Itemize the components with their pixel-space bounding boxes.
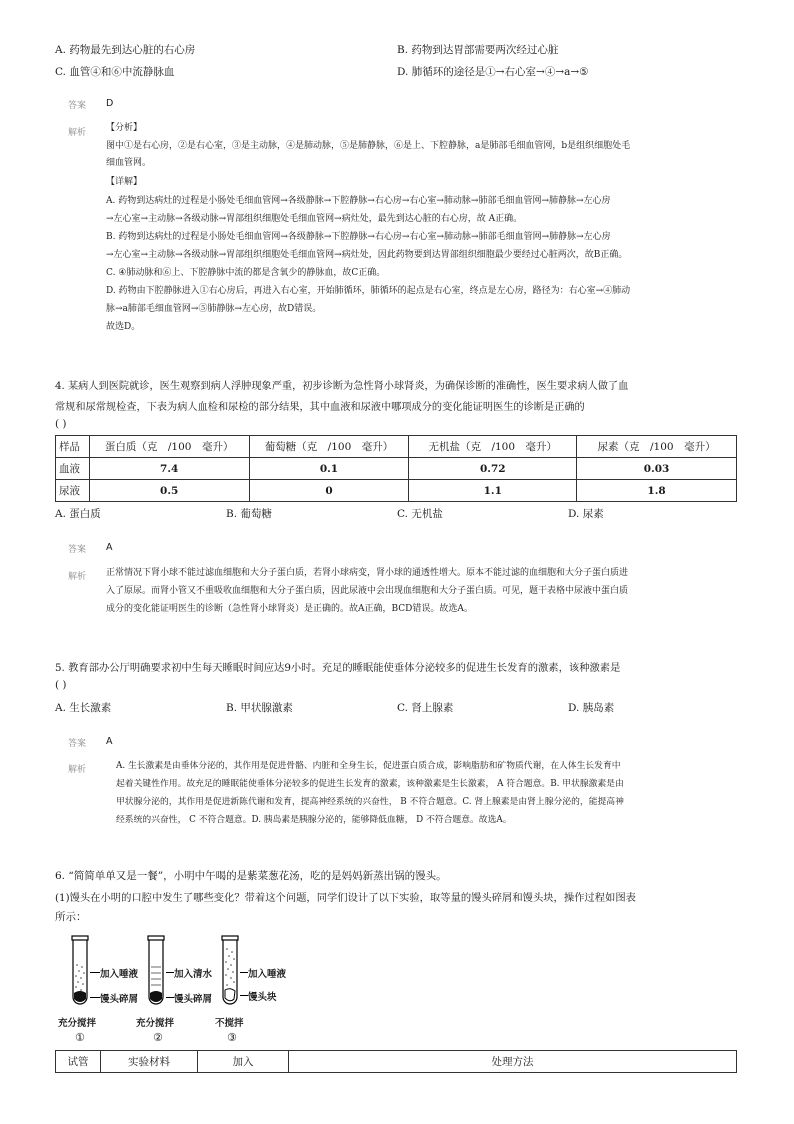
q5-option-d: D. 胰岛素 xyxy=(568,702,615,714)
pointer-line xyxy=(240,972,248,973)
q3-detail-line: →左心室→主动脉→各级动脉→胃部组织细胞处毛细血管网→病灶处，最先到达心脏的右心房，故 A正确。 xyxy=(106,214,523,224)
q5-option-a: A. 生长激素 xyxy=(55,702,112,714)
q4-answer-label: 答案 xyxy=(68,545,87,555)
tube-2-treatment: 充分搅拌 xyxy=(136,1018,175,1029)
table-cell: 1.1 xyxy=(409,480,577,502)
q3-analysis-line: 细血管网。 xyxy=(106,158,152,168)
tube-3-number: ③ xyxy=(227,1031,237,1044)
q3-detail-line: C. ④肺动脉和⑥上、下腔静脉中流的都是含氧少的静脉血，故C正确。 xyxy=(106,268,386,278)
q4-option-c: C. 无机盐 xyxy=(397,508,443,520)
tube-2-material-label: 馒头碎屑 xyxy=(174,994,213,1005)
q3-detail-line: →左心室→主动脉→各级动脉→胃部组织细胞处毛细血管网→病灶处，因此药物要到达胃部组织细胞最少要经过心脏两次，故B正确。 xyxy=(106,250,628,260)
table-cell: 血液 xyxy=(56,458,90,480)
q5-explain-line: 甲状腺分泌的，其作用是促进新陈代谢和发育，提高神经系统的兴奋性， B 不符合题意。C. 肾上腺素是由肾上腺分泌的，能提高神 xyxy=(116,797,624,807)
q3-answer-label: 答案 xyxy=(68,101,87,111)
tube-2-number: ② xyxy=(153,1031,163,1044)
q5-explain-line: 起着关键性作用。故充足的睡眠能使垂体分泌较多的促进生长发育的激素，该种激素是生长激素， A 符合题意。B. 甲状腺激素是由 xyxy=(116,779,624,789)
table-header-cell: 实验材料 xyxy=(101,1051,198,1073)
table-cell: 0.1 xyxy=(249,458,409,480)
tube-1-treatment: 充分搅拌 xyxy=(58,1018,97,1029)
pointer-line xyxy=(240,995,248,996)
table-header-row xyxy=(56,1051,737,1073)
q4-explain-line: 正常情况下肾小球不能过滤血细胞和大分子蛋白质，若肾小球病变，肾小球的通透性增大。原本不能过滤的血细胞和大分子蛋白质进 xyxy=(106,568,629,578)
table-header-cell: 试管 xyxy=(56,1051,101,1073)
q6-sub1-line: 所示： xyxy=(55,911,87,923)
q6-stem: 6. “简简单单又是一餐”，小明中午喝的是紫菜葱花汤，吃的是妈妈新蒸出锅的馒头。 xyxy=(55,870,447,882)
table-header-cell: 蛋白质（克 /100 毫升） xyxy=(89,436,249,458)
q5-explain-label: 解析 xyxy=(68,765,87,775)
table-row xyxy=(56,480,737,502)
q3-analysis-line: 图中①是右心房，②是右心室，③是主动脉，④是肺动脉，⑤是肺静脉，⑥是上、下腔静脉，a是肺部毛细血管网，b是组织细胞处毛 xyxy=(106,141,631,151)
q3-detail-line: B. 药物到达病灶的过程是小肠处毛细血管网→各级静脉→下腔静脉→右心房→右心室→肺动脉→肺部毛细血管网→肺静脉→左心房 xyxy=(106,232,611,242)
table-header-cell: 无机盐（克 /100 毫升） xyxy=(409,436,577,458)
tube-1-material-label: 馒头碎屑 xyxy=(100,994,139,1005)
q6-sub1-line: (1)馒头在小明的口腔中发生了哪些变化？带着这个问题，同学们设计了以下实验，取等量的馒头碎屑和馒头块，操作过程如图表 xyxy=(55,892,636,904)
tube-3-add-label: 加入唾液 xyxy=(248,969,287,980)
q4-option-a: A. 蛋白质 xyxy=(55,508,101,520)
table-cell: 1.8 xyxy=(577,480,737,502)
table-header-cell: 处理方法 xyxy=(289,1051,737,1073)
q3-answer: D xyxy=(106,98,114,109)
q3-option-a: A. 药物最先到达心脏的右心房 xyxy=(55,44,196,56)
tube-1-add-label: 加入唾液 xyxy=(100,969,139,980)
table-cell: 0.5 xyxy=(89,480,249,502)
pointer-line xyxy=(166,997,174,998)
q5-explain-line: A. 生长激素是由垂体分泌的，其作用是促进骨骼、内脏和全身生长，促进蛋白质合成，影响脂肪和矿物质代谢，在人体生长发育中 xyxy=(116,761,621,771)
q4-stem-line: 4. 某病人到医院就诊，医生观察到病人浮肿现象严重，初步诊断为急性肾小球肾炎，为确保诊断的准确性，医生要求病人做了血 xyxy=(55,381,629,392)
pointer-line xyxy=(90,972,100,973)
q4-explain-label: 解析 xyxy=(68,572,87,582)
tube-3-material-label: 馒头块 xyxy=(248,992,277,1003)
table-header-cell: 尿素（克 /100 毫升） xyxy=(577,436,737,458)
table-cell: 0.72 xyxy=(409,458,577,480)
q3-option-d: D. 肺循环的途径是①→右心室→④→a→⑤ xyxy=(397,66,589,78)
tube-3-treatment: 不搅拌 xyxy=(215,1018,244,1029)
q3-analysis-title: 【分析】 xyxy=(106,123,143,133)
q3-detail-line: 脉→a肺部毛细血管网→⑤肺静脉→左心房，故D错误。 xyxy=(106,304,322,314)
q4-answer: A xyxy=(106,542,113,553)
table-cell: 0 xyxy=(249,480,409,502)
q5-explain-line: 经系统的兴奋性， C 不符合题意。D. 胰岛素是胰腺分泌的，能够降低血糖， D 不符合题意。故选A。 xyxy=(116,815,512,825)
q5-answer: A xyxy=(106,736,113,747)
q4-stem-blank: ( ) xyxy=(55,418,67,430)
q3-explain-label: 解析 xyxy=(68,128,87,138)
table-cell: 7.4 xyxy=(89,458,249,480)
q4-option-d: D. 尿素 xyxy=(568,508,604,520)
q4-results-table xyxy=(55,435,737,502)
q3-detail-line: D. 药物由下腔静脉进入①右心房后，再进入右心室，开始肺循环，肺循环的起点是右心室，终点是左心房，路径为：右心室→④肺动 xyxy=(106,286,631,296)
table-header-row xyxy=(56,436,737,458)
q4-explain-line: 入了原尿。而肾小管又不重吸收血细胞和大分子蛋白质，因此尿液中会出现血细胞和大分子蛋白质。可见，题干表格中尿液中蛋白质 xyxy=(106,586,629,596)
q5-stem-line: 5. 教育部办公厅明确要求初中生每天睡眠时间应达9小时。充足的睡眠能使垂体分泌较多的促进生长发育的激素，该种激素是 xyxy=(55,662,621,674)
table-row xyxy=(56,458,737,480)
test-tube-2-icon xyxy=(146,935,166,1007)
q5-stem-blank: ( ) xyxy=(55,679,67,691)
table-cell: 尿液 xyxy=(56,480,90,502)
q6-experiment-table xyxy=(55,1050,737,1073)
q3-option-b: B. 药物到达胃部需要两次经过心脏 xyxy=(397,44,559,56)
table-header-cell: 加入 xyxy=(198,1051,289,1073)
pointer-line xyxy=(90,997,100,998)
q4-stem-line: 常规和尿常规检查，下表为病人血检和尿检的部分结果，其中血液和尿液中哪项成分的变化能证明医生的诊断是正确的 xyxy=(55,402,585,413)
table-header-cell: 葡萄糖（克 /100 毫升） xyxy=(249,436,409,458)
table-cell: 0.03 xyxy=(577,458,737,480)
q4-option-b: B. 葡萄糖 xyxy=(226,508,272,520)
tube-2-add-label: 加入清水 xyxy=(174,969,213,980)
pointer-line xyxy=(166,972,174,973)
q5-option-c: C. 肾上腺素 xyxy=(397,702,454,714)
q4-explain-line: 成分的变化能证明医生的诊断（急性肾小球肾炎）是正确的。故A正确，BCD错误。故选A。 xyxy=(106,604,473,614)
q3-option-c: C. 血管④和⑥中流静脉血 xyxy=(55,66,175,78)
q5-answer-label: 答案 xyxy=(68,739,87,749)
tube-1-number: ① xyxy=(75,1031,85,1044)
q5-option-b: B. 甲状腺激素 xyxy=(226,702,293,714)
test-tube-3-icon xyxy=(220,935,240,1007)
q3-detail-title: 【详解】 xyxy=(106,177,143,187)
table-header-cell: 样品 xyxy=(56,436,90,458)
test-tube-diagram xyxy=(50,935,350,1047)
test-tube-1-icon xyxy=(70,935,90,1007)
q3-detail-line: A. 药物到达病灶的过程是小肠处毛细血管网→各级静脉→下腔静脉→右心房→右心室→肺动脉→肺部毛细血管网→肺静脉→左心房 xyxy=(106,196,611,206)
q3-detail-line: 故选D。 xyxy=(106,322,141,332)
